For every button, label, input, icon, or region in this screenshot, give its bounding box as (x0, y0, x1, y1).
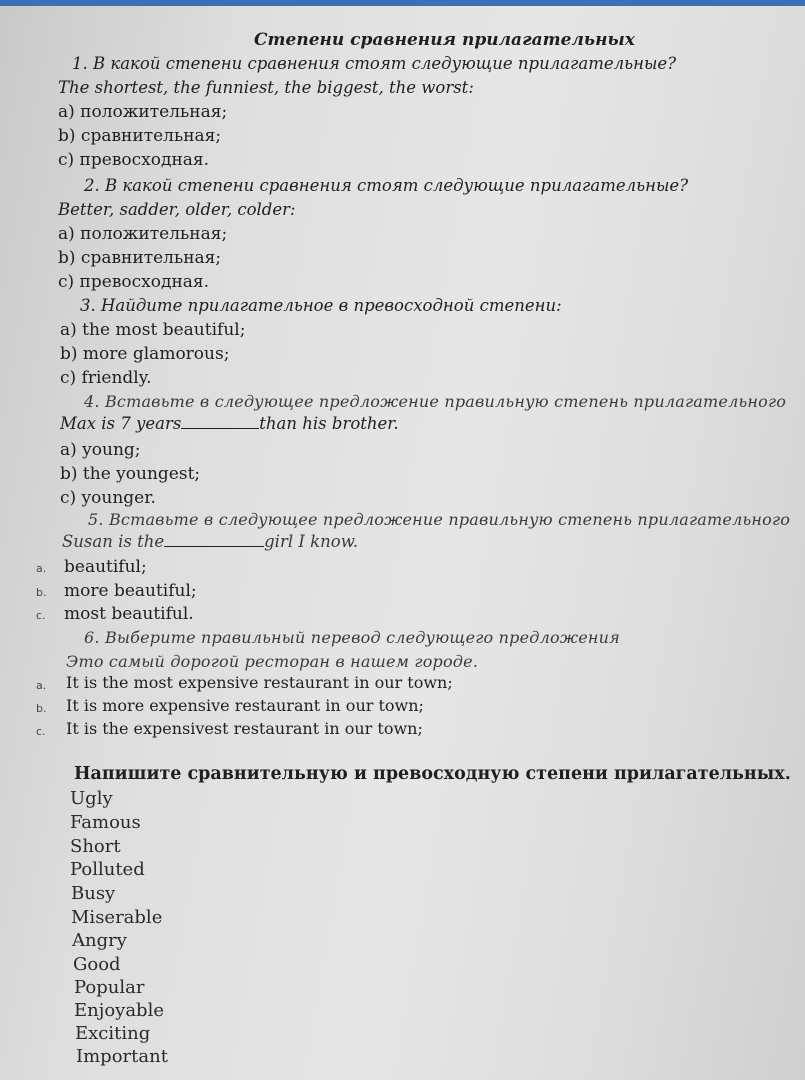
document-title: Степени сравнения прилагательных (254, 30, 635, 50)
word-item: Exciting (75, 1023, 151, 1044)
q3-option-a: a) the most beautiful; (60, 320, 246, 340)
word-item: Popular (74, 977, 145, 998)
q2-option-c: с) превосходная. (58, 272, 210, 292)
q4-sentence-start: Max is 7 years (60, 414, 182, 433)
word-item: Important (76, 1046, 168, 1067)
word-item: Good (73, 954, 121, 975)
q6-option-c: It is the expensivest restaurant in our town; (66, 719, 423, 738)
q5-marker-c: c. (36, 609, 46, 622)
q1-question: 1. В какой степени сравнения стоят следующие прилагательные? (72, 54, 677, 73)
q3-option-c: c) friendly. (60, 368, 152, 388)
q1-option-a: а) положительная; (58, 102, 228, 122)
q5-sentence-end: girl I know. (264, 532, 359, 551)
word-item: Famous (70, 812, 141, 833)
q1-words: The shortest, the funniest, the biggest, the worst: (58, 78, 474, 97)
q1-option-c: с) превосходная. (58, 150, 210, 170)
q5-sentence (62, 534, 358, 551)
q5-sentence-start: Susan is the (62, 532, 165, 551)
q6-marker-a: a. (36, 679, 47, 692)
document-page (0, 6, 805, 1080)
word-item: Short (70, 836, 121, 857)
q6-option-b: It is more expensive restaurant in our town; (66, 696, 424, 715)
word-item: Busy (71, 883, 116, 904)
q4-question: 4. Вставьте в следующее предложение правильную степень прилагательного (84, 392, 787, 411)
q6-question: 6. Выберите правильный перевод следующего предложения (84, 628, 620, 647)
word-item: Enjoyable (74, 1000, 164, 1021)
q6-marker-c: c. (36, 725, 46, 738)
q6-option-a: It is the most expensive restaurant in our town; (66, 673, 453, 692)
q2-option-a: а) положительная; (58, 224, 228, 244)
q2-option-b: b) сравнительная; (58, 248, 222, 268)
q4-sentence-end: than his brother. (259, 414, 399, 433)
q2-words: Better, sadder, older, colder: (58, 200, 296, 219)
q5-blank (164, 546, 264, 547)
word-item: Angry (72, 930, 127, 951)
q4-sentence (60, 416, 399, 433)
q5-question: 5. Вставьте в следующее предложение правильную степень прилагательного (88, 510, 791, 529)
task-heading: Напишите сравнительную и превосходную степени прилагательных. (74, 764, 791, 784)
q4-option-c: c) younger. (60, 488, 156, 508)
q5-option-c: most beautiful. (64, 604, 194, 624)
q6-marker-b: b. (36, 702, 47, 715)
q3-question: 3. Найдите прилагательное в превосходной степени: (80, 296, 562, 315)
q4-option-b: b) the youngest; (60, 464, 201, 484)
q1-option-b: b) сравнительная; (58, 126, 222, 146)
q6-sentence: Это самый дорогой ресторан в нашем городе. (66, 652, 479, 671)
q4-option-a: a) young; (60, 440, 141, 460)
q3-option-b: b) more glamorous; (60, 344, 230, 364)
word-item: Ugly (70, 788, 113, 809)
q5-option-a: beautiful; (64, 557, 147, 577)
word-item: Miserable (71, 907, 163, 928)
q4-blank (181, 428, 259, 429)
word-item: Polluted (70, 859, 145, 880)
q5-marker-a: a. (36, 562, 47, 575)
q5-option-b: more beautiful; (64, 581, 197, 601)
q5-marker-b: b. (36, 586, 47, 599)
q2-question: 2. В какой степени сравнения стоят следующие прилагательные? (84, 176, 689, 195)
